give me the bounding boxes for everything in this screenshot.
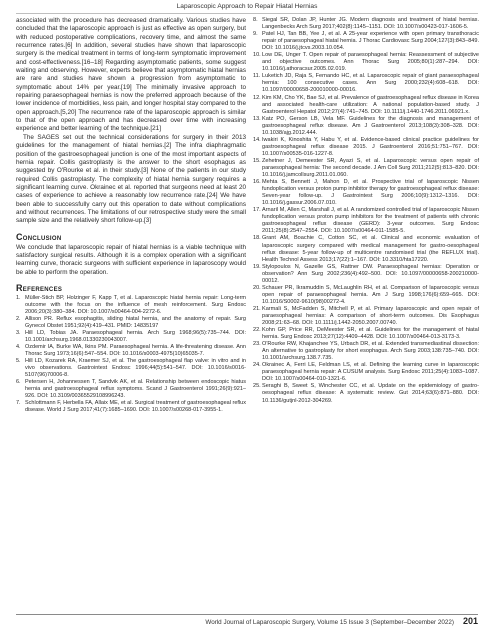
reference-text: Mehta S, Bennett J, Mahon D, et al. Prospective trial of laparoscopic Nissen fundoplication versus proton pump inhibitor therapy for gastroesophageal reflux disease: Seven-year follow-up. J Gastrointest Surg 2006;10(9):1312–1316. DOI: 10.1016/j.gassur.2006.07.010.	[262, 179, 479, 207]
reference-number: 11.	[253, 73, 261, 80]
footer-divider	[16, 614, 478, 615]
reference-text: Siegal SR, Dolan JP, Hunter JG. Modern diagnosis and treatment of hiatal hernias. Langenbecks Arch Surg 2017;402(8):1145–1151. DOI: 10.1007/s00423-017-1606-5.	[262, 17, 479, 31]
reference-item	[253, 341, 479, 362]
reference-text: Ozdemir IA, Burke WA, Ikins PM. Paraesophageal hernia. A life-threatening disease. Ann Thorac Surg 1973;16(6):547–554. DOI: 10.1016/s0003-4975(10)65035-7.	[25, 343, 246, 357]
reference-item	[253, 383, 479, 404]
reference-number: 21.	[253, 305, 261, 312]
reference-number: 8.	[253, 17, 258, 23]
reference-number: 17.	[253, 207, 261, 214]
reference-text: Allison PR. Reflux esophagitis, sliding hiatal hernia, and the anatomy of repair. Surg Gynecol Obstet 1951;92(4):419–431. PMID: 14835197	[25, 315, 246, 329]
reference-number: 18.	[253, 235, 261, 242]
reference-text: Luketich JD, Raja S, Fernando HC, et al. Laparoscopic repair of giant paraesophageal hernia: 100 consecutive cases. Ann Surg 2000;232(4):608–618. DOI: 10.1097/00000658-200010000-00016.	[262, 73, 479, 94]
page-number: 201	[462, 616, 478, 626]
reference-number: 2.	[16, 315, 21, 322]
reference-text: Okrainec A, Ferri LE, Feldman LS, et al. Defining the learning curve in laparoscopic paraesophageal hernia repair: A CUSUM analysis. Surg Endosc 2011;25(4):1083–1087. DOI: 10.1007/s00464-010-1321-6.	[262, 362, 479, 383]
conclusion-text: We conclude that laparoscopic repair of hiatal hernias is a viable technique with satisfactory surgical results. Although it is a complex operation with a significant learning curve, thoracic surgeons with sufficient experience in laparoscopy would be able to perform the operation.	[16, 243, 246, 276]
reference-number: 5.	[16, 357, 21, 364]
reference-item	[16, 295, 246, 316]
reference-text: Stylopoulos N, Gazelle GS, Rattner DW. Paraesophageal hernias: Operation or observation? Ann Surg 2002;236(4):492–500. DOI: 10.1097/00000658-200210000-00012.	[262, 263, 479, 284]
reference-number: 22.	[253, 327, 261, 334]
reference-item	[16, 344, 246, 358]
reference-item	[16, 358, 246, 379]
reference-item	[253, 306, 479, 327]
reference-item	[16, 316, 246, 330]
right-column	[253, 17, 479, 405]
reference-number: 14.	[253, 136, 261, 143]
reference-item	[253, 137, 479, 158]
reference-item	[253, 116, 479, 137]
reference-item	[253, 235, 479, 263]
reference-text: Seraghi B, Sweet S, Winchester CC, et al. Update on the epidemiology of gastro-oesophageal reflux disease: A systematic review. Gut 2014;63(6):871–880. DOI: 10.1136/gutjnl-2012-304269.	[262, 383, 479, 404]
reference-item	[253, 73, 479, 94]
reference-text: Hill LD, Tobias JA. Paraesophageal hernia. Arch Surg 1968;96(5):735–744. DOI: 10.1001/archsurg.1968.01330230043007.	[25, 329, 246, 343]
reference-item	[253, 31, 479, 52]
reference-number: 25.	[253, 383, 261, 390]
reference-item	[253, 52, 479, 73]
reference-number: 6.	[16, 378, 21, 385]
reference-text: Müller-Stich BP, Holzinger F, Kapp T, et al. Laparoscopic hiatal hernia repair: Long-term outcome with the focus on the influence of mesh reinforcement. Surg Endosc 2006;20(3):380–384. DOI: 10.1007/s00464-004-2272-6.	[25, 294, 246, 315]
reference-number: 24.	[253, 362, 261, 369]
reference-item	[16, 330, 246, 344]
reference-item	[253, 95, 479, 116]
journal-citation: World Journal of Laparoscopic Surgery, Volume 15 Issue 3 (September–December 2022)	[205, 619, 454, 626]
reference-item	[253, 207, 479, 235]
reference-item	[16, 400, 246, 414]
reference-text: O'Rourke RW, Khajanchee YS, Urbach DR, et al. Extended transmediastinal dissection: An alternative to gastroplasty for short esophagus. Arch Surg 2003;138:735–740. DOI: 10.1001/archsurg.138.7.735.	[262, 341, 479, 362]
reference-number: 23.	[253, 341, 261, 348]
reference-text: Karmali S, McFadden S, Mitchell P, et al. Primary laparoscopic and open repair of paraesophageal hernias: A comparison of short-term outcomes. Dis Esophagus 2008;21:63–68. DOI: 10.1111/j.1442-2050.2007.00740.	[262, 305, 479, 327]
reference-number: 19.	[253, 263, 261, 270]
body-paragraph-2: The SAGES set out the technical considerations for surgery in their 2013 guidelines for the management of hiatal hernias.[2] The infra diaphragmatic position of the gastroesophageal junction is one of the most important aspects of hernia repair. Collis gastroplasty is the answer to the short esophagus as suggested by O'Rourke et al. in their study.[3] None of the patients in our study required Collis gastroplasty. The complexity of hiatal hernia surgery requires a significant learning curve. Okrainec et al. reported that surgeons need at least 20 cases of experience to achieve a reasonably low recurrence rate.[24] We have been able to successfully carry out this operation to date without complications and without recurrences. The limitations of our retrospective study were the small sample size and the relatively short follow-up.[3]	[16, 133, 246, 225]
reference-number: 4.	[16, 343, 21, 350]
reference-number: 12.	[253, 94, 261, 101]
reference-number: 1.	[16, 294, 21, 301]
reference-number: 9.	[253, 31, 258, 38]
reference-number: 16.	[253, 179, 261, 186]
reference-item	[253, 179, 479, 207]
reference-text: Zehetner J, Demeester SR, Ayazi S, et al. Laparoscopic versus open repair of paraesophageal hernia: The second decade. J Am Coll Surg 2011;212(5):813–820. DOI: 10.1016/j.jamcollsurg.2011.01.060.	[262, 157, 479, 179]
page-footer	[16, 614, 478, 630]
references-heading: References	[16, 282, 63, 293]
reference-list-right	[253, 17, 479, 405]
reference-item	[253, 158, 479, 179]
reference-text: Patel HJ, Tan BB, Yee J, et al. A 25-year experience with open primary transthoracic repair of paraesophageal hiatal hernia. J Thorac Cardiovasc Surg 2004;127(3):843–849. DOI: 10.1016/j.jtcvs.2003.10.054.	[262, 31, 479, 52]
reference-number: 20.	[253, 284, 261, 291]
reference-text: Arnaril M, Allen C, Marshall J, et al. A randomized controlled trial of laparoscopic Nissen fundoplication versus proton pump inhibitors for the treatment of patients with chronic gastroesophageal reflux disease (GERD): 3-year outcomes. Surg Endosc 2011;25(8):2547–2554. DOI: 10.1007/s00464-011-1585-5.	[262, 207, 479, 235]
header-divider	[16, 13, 478, 14]
reference-number: 13.	[253, 115, 261, 122]
reference-text: Kim KM, Cho YK, Bae SJ, et al. Prevalence of gastroesophageal reflux disease in Korea and associated health-care utilization: A national population-based study. J Gastroenterol Hepatol 2012;27(4):741–745. DOI: 10.1111/j.1440-1746.2011.06921.x.	[262, 94, 479, 115]
reference-text: Kohn GP, Price RR, DeMeester SR, et al. Guidelines for the management of hiatal hernia. Surg Endosc 2013;27(12):4409–4428. DOI: 10.1007/s00464-013-3173-3.	[262, 327, 479, 341]
reference-item	[16, 379, 246, 400]
reference-text: Iwakiri K, Kinoshita Y, Habu Y, et al. Evidence-based clinical practice guidelines for gastroesophageal reflux disease 2015. J Gastroenterol 2016;51:751–767. DOI: 10.1007/s00535-016-1227-8.	[262, 136, 479, 157]
reference-item	[253, 362, 479, 383]
reference-number: 10.	[253, 52, 261, 59]
reference-text: Grant AM, Boachie C, Cotton SC, et al. Clinical and economic evaluation of laparoscopic surgery compared with medical management for gastro-oesophageal reflux disease: 5-year follow-up of multicentre randomised trial (the REFLUX trial). Health Technol Assess 2013;17(22):1–167. DOI: 10.3310/hta17220.	[262, 235, 479, 263]
reference-text: Petersen H, Johannessen T, Sandvik AK, et al. Relationship between endoscopic hiatus hernia and gastroesophageal reflux symptoms. Scand J Gastroenterol 1991;26(9):921–926. DOI: 10.3109/00365529108996243.	[25, 378, 246, 399]
reference-list-left	[16, 295, 246, 414]
body-paragraph-1: associated with the procedure has decreased dramatically. Various studies have concluded that the laparoscopic approach is just as effective as open surgery, but with reduced postoperative complications, recovery time, and almost the same recurrence rates.[6] In addition, several studies have shown that laparoscopic surgery is the medical treatment in terms of long-term symptomatic improvement and cost-effectiveness.[16–18] Regarding asymptomatic patients, some suggest waiting and observing. However, experts believe that asymptomatic hiatal hernias are rare and studies have shown a progression from asymptomatic to symptomatic about 14% per year.[19] The minimally invasive approach to repairing paraesophageal hernias is now the preferred approach because of the lower incidence of morbidities, less pain, and longer hospital stay compared to the open approach.[5,20] The recurrence rate of the laparoscopic approach is similar to that of the open approach and has decreased over time with increasing experience and better learning of the technique.[21]	[16, 17, 246, 133]
reference-number: 15.	[253, 157, 261, 164]
reference-item	[253, 17, 479, 31]
running-header: Laparoscopic Approach to Repair Hiatal Hernias	[176, 3, 318, 10]
reference-text: Katz PO, Gerson LB, Vela MF. Guidelines for the diagnosis and management of gastroesophageal reflux disease. Am J Gastroenterol 2013;108(3):308–328. DOI: 10.1038/ajg.2012.444.	[262, 115, 479, 136]
reference-number: 3.	[16, 329, 21, 336]
reference-text: Schlottmann F, Herbella FA, Allaix ME, et al. Surgical treatment of gastroesophageal reflux disease. World J Surg 2017;41(7):1685–1690. DOI: 10.1007/s00268-017-3955-1.	[25, 399, 246, 413]
reference-item	[253, 327, 479, 341]
reference-number: 7.	[16, 399, 21, 406]
reference-text: Low DE, Unger T. Open repair of paraesophageal hernia: Reassessment of subjective and objective outcomes. Ann Thorac Surg 2005;80(1):287–294. DOI: 10.1016/j.athoracsur.2005.02.019.	[262, 52, 479, 73]
reference-text: Schauer PR, Ikramuddin S, McLaughlin RH, et al. Comparison of laparoscopic versus open repair of paraesophageal hernia. Am J Surg 1998;176(6):659–665. DOI: 10.1016/S0002-9610(98)00272-4.	[262, 284, 479, 305]
conclusion-heading: Conclusion	[16, 231, 62, 242]
reference-item	[253, 264, 479, 285]
left-column	[16, 17, 246, 414]
reference-item	[253, 285, 479, 306]
reference-text: Hill LD, Kozarek RA, Kraemer SJ, et al. The gastroesophageal flap valve: in vitro and in vivo observations. Gastrointest Endosc 1996;44(5):541–547. DOI: 10.1016/s0016-5107(96)70006-8.	[25, 357, 246, 378]
